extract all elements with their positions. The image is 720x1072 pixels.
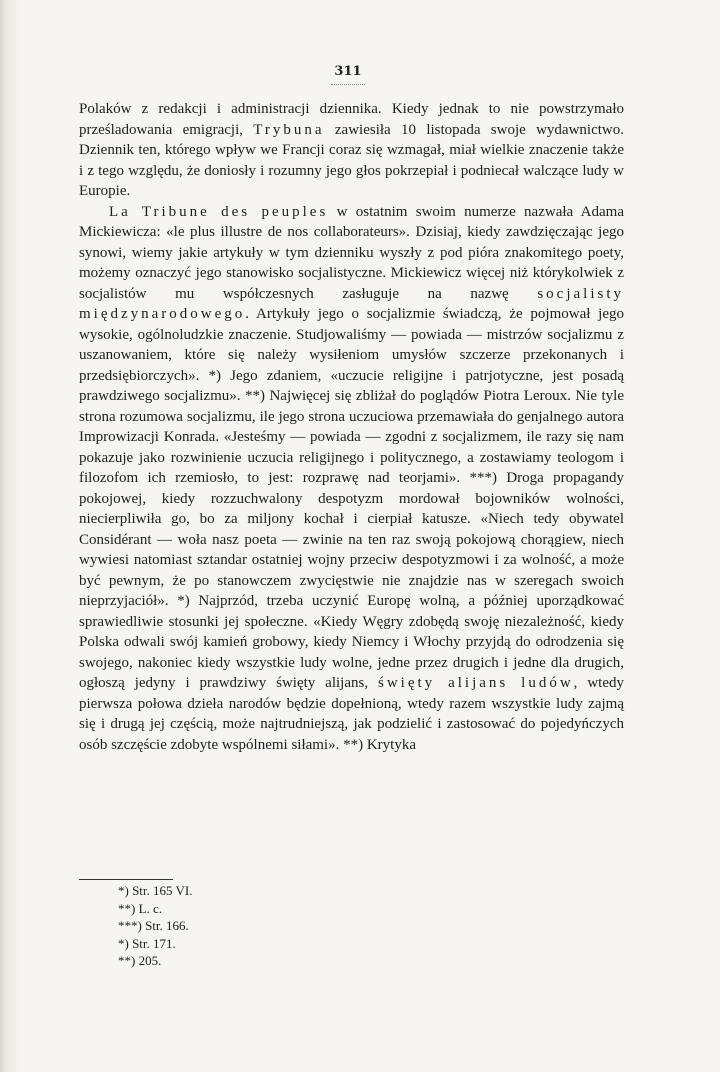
footnote: **) 205. xyxy=(118,953,162,968)
page-number-underline xyxy=(331,84,365,85)
footnote: ***) Str. 166. xyxy=(118,918,189,933)
paragraph xyxy=(79,99,624,202)
footnote: *) Str. 165 VI. xyxy=(118,883,193,898)
spaced-emphasis-text: socjalisty międzynarodowego xyxy=(79,285,624,322)
footnote-separator xyxy=(79,879,173,880)
paragraph-text: w ostatnim swoim numerze nazwała Adama Mickiewicza: «le plus illustre de nos collaborateurs». Dzisiaj, kiedy zawdzięczając jego synowi, wiemy jakie artykuły w tym dzienniku wyszły z pod pióra znakomitego poety, możemy oznaczyć jego stanowisko socjalistyczne. Mickiewicz więcej niż którykolwiek z socjalistów mu współczesnych zasługuje na nazwę xyxy=(79,203,624,302)
spaced-emphasis-text: Trybuna xyxy=(253,121,325,138)
paragraph-text: , wtedy pierwsza połowa dzieła narodów będzie dopełnioną, wtedy razem wszystkie ludy zajmą się i drugą jej częścią, może najtrudniejszą, jak podzielić i zastosować do pojedyńczych osób szczęście zdobyte wspólnemi siłami». **) Krytyka xyxy=(79,675,624,753)
page-number: 311 xyxy=(334,64,362,79)
spaced-emphasis-text: La Tribune des peuples xyxy=(109,203,329,220)
spaced-emphasis-text: święty alijans ludów xyxy=(378,675,574,691)
footnote: **) L. c. xyxy=(118,900,163,916)
footnotes xyxy=(118,882,193,970)
paragraph-text: zawiesiła 10 listopada swoje wydawnictwo. Dziennik ten, którego wpływ we Francji coraz się wzmagał, miał wielkie znaczenie także i z tego względu, że doniosły i rozumny jego głos pokrzepiał i podniecał walczące ludy w Europie. xyxy=(79,121,624,199)
paragraph xyxy=(79,202,624,756)
body-text xyxy=(79,99,624,755)
paragraph-text: . Artykuły jego o socjalizmie świadczą, że pojmował jego wysokie, ogólnoludzkie znaczenie. Studjowaliśmy — powiada — mistrzów socjalizmu z uszanowaniem, które się należy wysiłeniom umysłów szczerze przekonanych i przedsiębiorczych». *) Jego zdaniem, «uczucie religijne i patrjotyczne, jest posadą prawdziwego socjalizmu». **) Najwięcej się zbliżał do poglądów Piotra Leroux. Nie tyle strona rozumowa socjalizmu, ile jego strona uczuciowa przemawiała do genjalnego autora Improwizacji Konrada. «Jesteśmy — powiada — zgodni z socjalizmem, ile razy się nam pokazuje jako rozwinienie uczucia religijnego i politycznego, a zostawiamy teologom i filozofom ich rzemiosło, to jest: rozprawę nad teorjami». ***) Droga propagandy pokojowej, kiedy rozzuchwalony despotyzm mordował bojowników wolności, niecierpliwiła go, bo za miljony kochał i cierpiał katusze. «Niech tedy obywatel Considérant — woła nasz poeta — zwinie na ten raz swoją pokojową chorągiew, niech wywiesi natomiast sztandar ostatniej wojny przeciw despotyzmowi i za wolność, a może być pewnym, że po stanowczem zwycięstwie nie znajdzie nas w szeregach swoich nieprzyjaciół». *) Najprzód, trzeba uczynić Europę wolną, a później uporządkować sprawiedliwie stosunki jej społeczne. «Kiedy Węgry zdobędą swoję niezależność, kiedy Polska odwali swój kamień grobowy, kiedy Niemcy i Włochy przyjdą do odrodzenia się swojego, nakoniec kiedy wszystkie ludy wolne, jedne przez drugich i jedne dla drugich, ogłoszą jedyny i prawdziwy święty alijans, xyxy=(79,306,624,691)
paragraph-text: Polaków z redakcji i administracji dziennika. Kiedy jednak to nie powstrzymało prześladowania emigracji, xyxy=(79,101,624,138)
footnote: *) Str. 171. xyxy=(118,935,176,951)
